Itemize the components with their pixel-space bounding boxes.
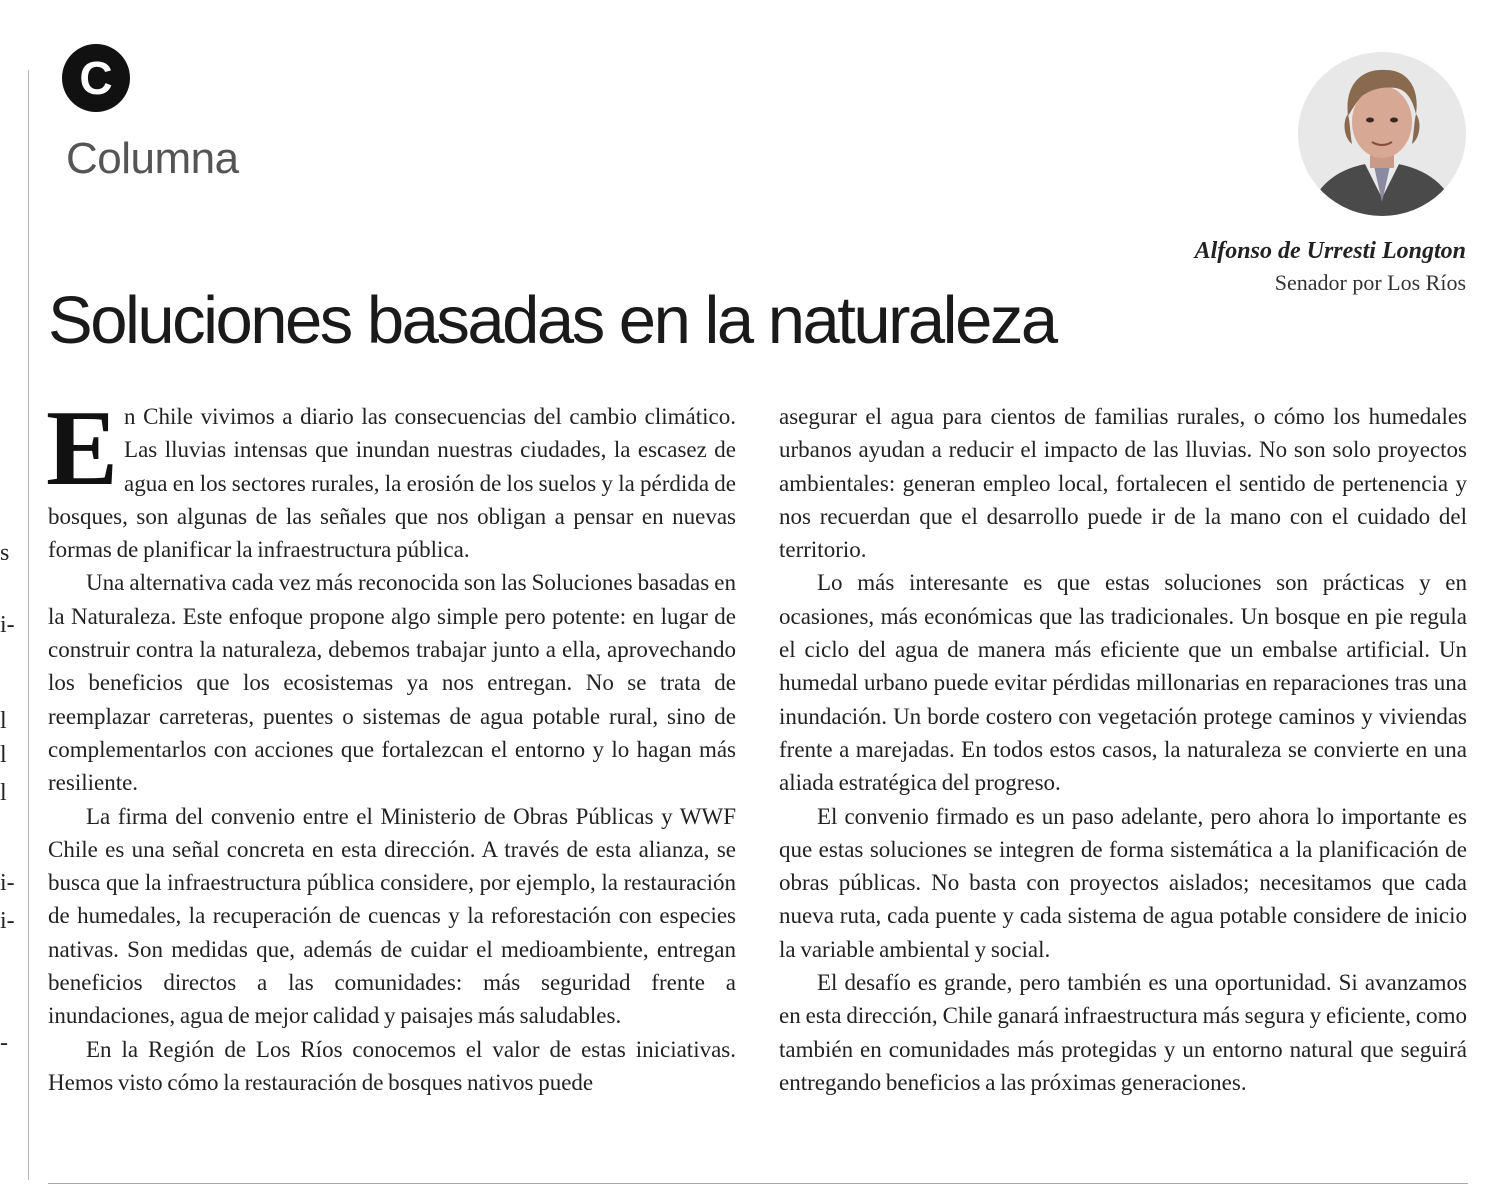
- article-paragraph: En la Región de Los Ríos conocemos el valor de estas iniciativas. Hemos visto cómo la restauración de bosques nativos puede: [48, 1036, 736, 1095]
- margin-fragment: l: [0, 708, 7, 734]
- margin-fragment: i-: [0, 908, 15, 934]
- author-role: Senador por Los Ríos: [1274, 270, 1466, 295]
- margin-fragment: i-: [0, 870, 15, 896]
- article-paragraph: [46, 389, 736, 566]
- section-badge: C: [62, 44, 130, 112]
- byline: [1195, 234, 1466, 298]
- article-paragraph: El convenio firmado es un paso adelante, pero ahora lo importante es que estas soluciones se integren de forma sistemática a la planificación de obras públicas. No basta con proyectos aislados; necesitamos que cada nueva ruta, cada puente y cada sistema de agua potable considere de inicio la variable ambiental y social.: [779, 803, 1467, 962]
- margin-fragment: l: [0, 742, 7, 768]
- margin-fragment: i-: [0, 612, 15, 638]
- margin-fragment: l: [0, 780, 7, 806]
- adjacent-page-fragments: [0, 0, 14, 1196]
- section-label: Columna: [66, 134, 239, 183]
- article-headline: Soluciones basadas en la naturaleza: [48, 283, 1056, 358]
- author-name: Alfonso de Urresti Longton: [1194, 238, 1466, 264]
- margin-fragment: -: [0, 1030, 8, 1056]
- drop-cap: E: [46, 389, 119, 508]
- article-paragraph: asegurar el agua para cientos de familias rurales, o cómo los humedales urbanos ayudan a reducir el impacto de las lluvias. No son solo proyectos ambientales: generan empleo local, fortalecen el sentido de pertenencia y nos recuerdan que el desarrollo puede ir de la mano con el cuidado del territorio.: [779, 404, 1467, 563]
- article-column-left: [46, 389, 736, 1099]
- article-paragraph: La firma del convenio entre el Ministerio de Obras Públicas y WWF Chile es una señal concreta en esta dirección. A través de esta alianza, se busca que la infraestructura pública considere, por ejemplo, la restauración de humedales, la recuperación de cuencas y la reforestación con especies nativas. Son medidas que, además de cuidar el medioambiente, entregan beneficios directos a las comunidades: más seguridad frente a inundaciones, agua de mejor calidad y paisajes más saludables.: [48, 803, 736, 1029]
- margin-fragment: s: [0, 540, 10, 566]
- article-paragraph: El desafío es grande, pero también es una oportunidad. Si avanzamos en esta dirección, Chile ganará infraestructura más segura y eficiente, como también en comunidades más protegidas y un entorno natural que seguirá entregando beneficios a las próximas generaciones.: [779, 970, 1467, 1095]
- paragraph-text: n Chile vivimos a diario las consecuencias del cambio climático. Las lluvias intensas que inundan nuestras ciudades, la escasez de agua en los sectores rurales, la erosión de los suelos y la pérdida de bosques, son algunas de las señales que nos obligan a pensar en nuevas formas de planificar la infraestructura pública.: [48, 404, 736, 563]
- bottom-rule: [48, 1183, 1468, 1184]
- author-photo-icon: [1298, 52, 1466, 216]
- author-portrait: [1298, 52, 1466, 216]
- article-paragraph: Lo más interesante es que estas soluciones son prácticas y en ocasiones, más económicas que las tradicionales. Un bosque en pie regula el ciclo del agua de manera más eficiente que un embalse artificial. Un humedal urbano puede evitar pérdidas millonarias en reparaciones tras una inundación. Un borde costero con vegetación protege caminos y viviendas frente a marejadas. En todos estos casos, la naturaleza se convierte en una aliada estratégica del progreso.: [779, 570, 1467, 796]
- article-column-right: [779, 400, 1467, 1099]
- article-paragraph: Una alternativa cada vez más reconocida son las Soluciones basadas en la Naturaleza. Este enfoque propone algo simple pero potente: en lugar de construir contra la naturaleza, debemos trabajar junto a ella, aprovechando los beneficios que los ecosistemas ya nos entregan. No se trata de reemplazar carreteras, puentes o sistemas de agua potable rural, sino de complementarlos con acciones que fortalezcan el entorno y lo hagan más resiliente.: [48, 570, 736, 796]
- left-column-rule: [28, 70, 29, 1180]
